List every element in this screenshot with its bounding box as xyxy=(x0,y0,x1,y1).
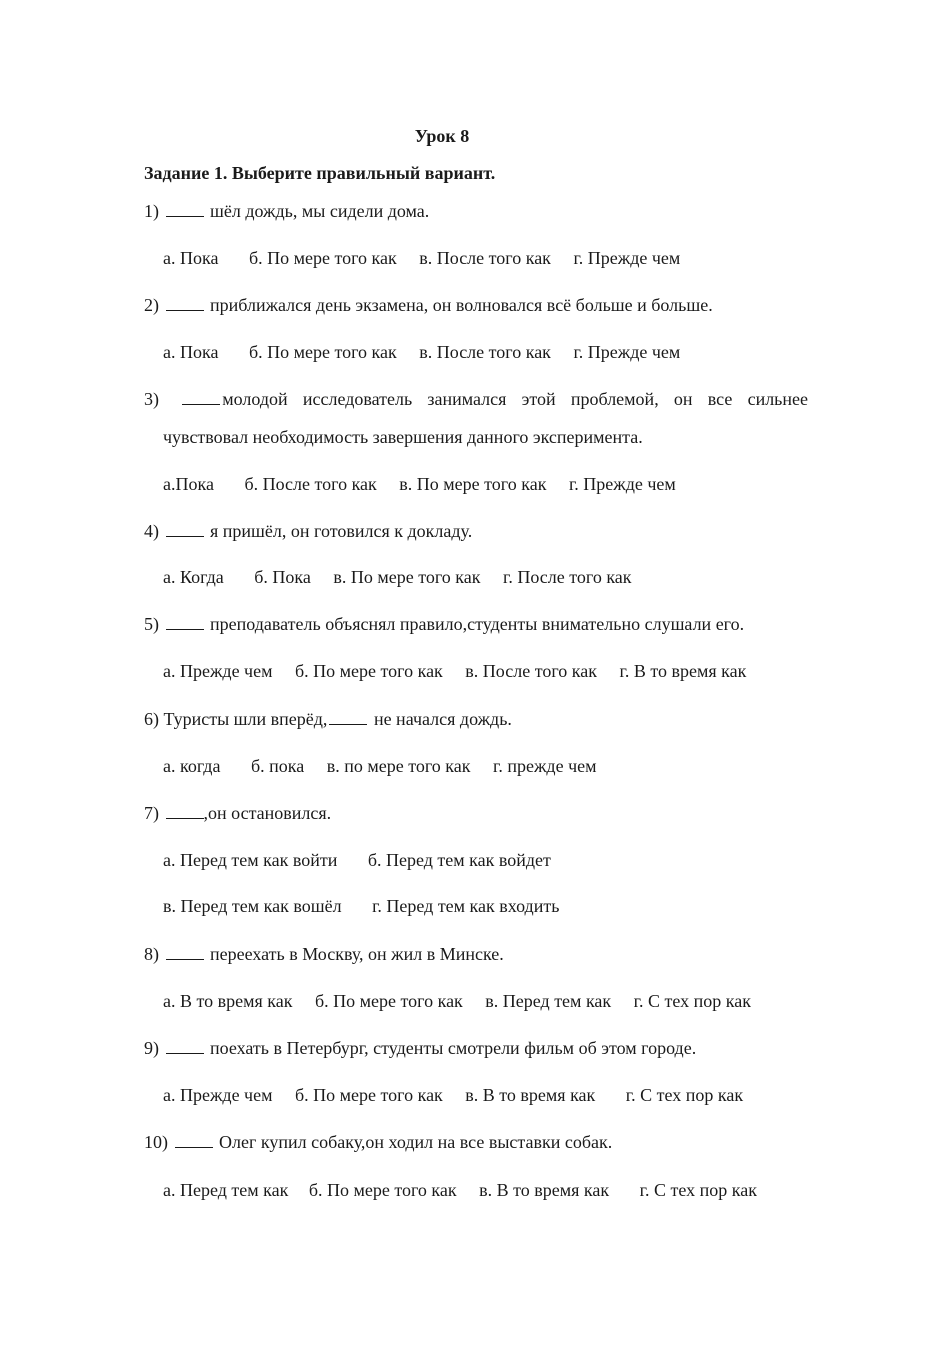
option: б. По мере того как xyxy=(295,661,443,681)
answer-blank xyxy=(166,294,204,311)
question-3 xyxy=(144,387,808,411)
option: б. По мере того как xyxy=(308,1180,457,1200)
task-heading: Задание 1. Выберите правильный вариант. xyxy=(144,163,496,183)
question-7 xyxy=(144,801,331,825)
question-9 xyxy=(144,1036,696,1060)
question-number: 3) xyxy=(144,389,159,409)
question-text: поехать в Петербург, студенты смотрели фильм об этом городе. xyxy=(210,1038,697,1058)
option: б. По мере того как xyxy=(248,248,397,268)
question-text: молодой исследователь занимался этой проблемой, он все сильнее xyxy=(222,389,808,409)
option: а. Пока xyxy=(163,248,219,268)
question-number: 8) xyxy=(144,944,159,964)
lesson-title: Урок 8 xyxy=(414,126,470,146)
answer-blank xyxy=(166,1037,204,1054)
option: г. С тех пор как xyxy=(639,1180,757,1200)
option: а. Пока xyxy=(163,342,219,362)
answer-blank xyxy=(182,388,220,405)
option: в. После того как xyxy=(419,248,551,268)
answer-blank xyxy=(175,1131,213,1148)
question-8 xyxy=(144,942,504,966)
option: в. Перед тем как вошёл xyxy=(163,896,342,916)
answer-blank xyxy=(166,943,204,960)
question-text: переехать в Москву, он жил в Минске. xyxy=(210,944,504,964)
option: г. Прежде чем xyxy=(568,474,676,494)
option: б. Пока xyxy=(254,567,311,587)
option: а. когда xyxy=(163,756,221,776)
option: в. по мере того как xyxy=(326,756,471,776)
option: г. Перед тем как входить xyxy=(372,896,560,916)
options-10 xyxy=(163,1178,757,1202)
question-number: 6) xyxy=(144,709,159,729)
options-1 xyxy=(163,246,680,270)
question-number: 10) xyxy=(144,1132,168,1152)
answer-blank xyxy=(166,520,204,537)
answer-blank xyxy=(329,708,367,725)
question-number: 7) xyxy=(144,803,159,823)
option: б. Перед тем как войдет xyxy=(367,850,551,870)
option: г. прежде чем xyxy=(493,756,597,776)
options-7a xyxy=(163,848,551,872)
option: в. После того как xyxy=(465,661,597,681)
question-5 xyxy=(144,612,744,636)
question-10 xyxy=(144,1130,612,1154)
question-text: ,он остановился. xyxy=(203,803,332,823)
options-8 xyxy=(163,989,751,1013)
question-number: 4) xyxy=(144,521,159,541)
option: в. После того как xyxy=(419,342,551,362)
option: г. Прежде чем xyxy=(573,342,681,362)
question-text: не начался дождь. xyxy=(373,709,512,729)
option: в. По мере того как xyxy=(399,474,547,494)
question-number: 2) xyxy=(144,295,159,315)
option: в. Перед тем как xyxy=(485,991,612,1011)
question-text: приближался день экзамена, он волновался всё больше и больше. xyxy=(210,295,713,315)
options-6 xyxy=(163,754,597,778)
question-text: преподаватель объяснял правило,студенты внимательно слушали его. xyxy=(210,614,745,634)
option: б. После того как xyxy=(244,474,377,494)
option: б. По мере того как xyxy=(248,342,397,362)
option: г. С тех пор как xyxy=(633,991,751,1011)
options-7b xyxy=(163,894,559,918)
question-number: 9) xyxy=(144,1038,159,1058)
question-6 xyxy=(144,707,512,731)
option: б. По мере того как xyxy=(315,991,463,1011)
options-9 xyxy=(163,1083,743,1107)
option: б. пока xyxy=(250,756,305,776)
option: г. Прежде чем xyxy=(573,248,681,268)
question-text: шёл дождь, мы сидели дома. xyxy=(210,201,430,221)
question-1 xyxy=(144,199,429,223)
question-text: я пришёл, он готовился к докладу. xyxy=(210,521,473,541)
question-text-before: Туристы шли вперёд, xyxy=(163,709,328,729)
options-3 xyxy=(163,472,676,496)
options-2 xyxy=(163,340,680,364)
option: а. Прежде чем xyxy=(163,1085,273,1105)
question-number: 1) xyxy=(144,201,159,221)
question-3-continuation: чувствовал необходимость завершения данного эксперимента. xyxy=(163,427,643,447)
answer-blank xyxy=(166,613,204,630)
answer-blank xyxy=(166,802,204,819)
option: а. Прежде чем xyxy=(163,661,273,681)
option: а. Когда xyxy=(163,567,224,587)
option: г. С тех пор как xyxy=(625,1085,744,1105)
option: в. В то время как xyxy=(479,1180,610,1200)
option: б. По мере того как xyxy=(295,1085,443,1105)
question-text: Олег купил собаку,он ходил на все выставки собак. xyxy=(219,1132,613,1152)
option: в. По мере того как xyxy=(333,567,481,587)
answer-blank xyxy=(166,200,204,217)
option: а.Пока xyxy=(163,474,214,494)
option: а. Перед тем как xyxy=(163,1180,289,1200)
option: а. В то время как xyxy=(163,991,293,1011)
option: в. В то время как xyxy=(465,1085,596,1105)
option: г. В то время как xyxy=(619,661,747,681)
options-5 xyxy=(163,659,746,683)
options-4 xyxy=(163,565,632,589)
option: а. Перед тем как войти xyxy=(163,850,338,870)
question-2 xyxy=(144,293,713,317)
option: г. После того как xyxy=(503,567,632,587)
question-number: 5) xyxy=(144,614,159,634)
question-4 xyxy=(144,519,472,543)
